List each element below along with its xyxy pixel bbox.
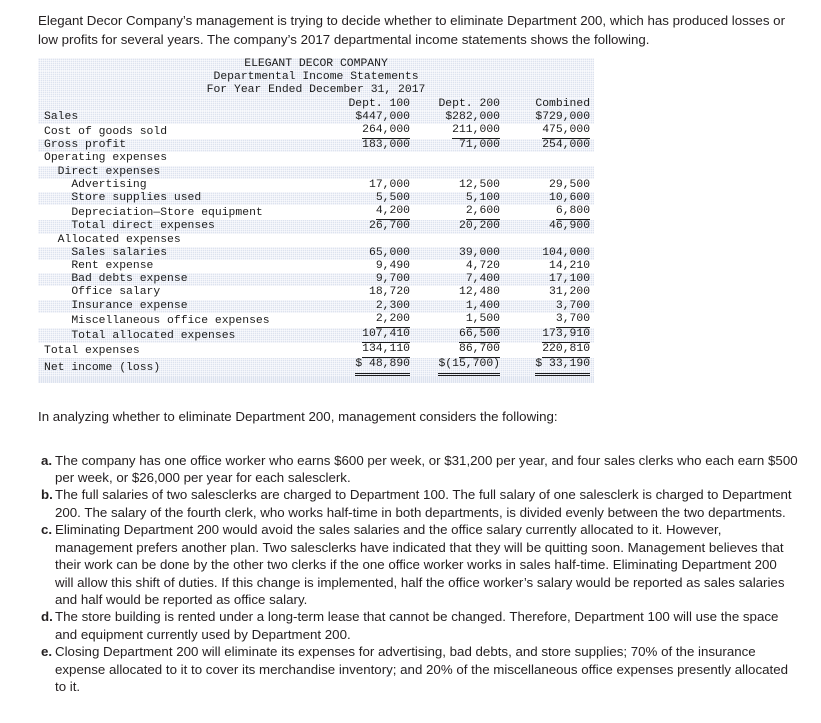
statement-cell-dept-200: 86,700	[414, 343, 504, 358]
statement-cell-dept-100: 134,110	[324, 343, 414, 358]
statement-cell-dept-100: 2,200	[324, 313, 414, 328]
statement-row	[38, 300, 594, 313]
statement-cell-combined	[504, 152, 594, 165]
column-header-combined: Combined	[504, 98, 594, 111]
statement-cell-dept-200: 1,500	[414, 313, 504, 328]
statement-cell-combined: 254,000	[504, 139, 594, 152]
consideration-text: The full salaries of two salesclerks are charged to Department 100. The full salary of one salesclerk is charged to Department 200. The salary of the fourth clerk, who works half-time in both departments, is divided evenly between the two departments.	[55, 487, 792, 520]
statement-row-label: Allocated expenses	[38, 234, 324, 247]
statement-cell-dept-200: 5,100	[414, 192, 504, 205]
departmental-income-statement-table	[38, 58, 594, 376]
statement-cell-dept-200	[414, 166, 504, 179]
statement-cell-dept-200: 1,400	[414, 300, 504, 313]
statement-row	[38, 328, 594, 343]
statement-row	[38, 220, 594, 233]
statement-row	[38, 358, 594, 375]
statement-row	[38, 139, 594, 152]
statement-cell-dept-200	[414, 234, 504, 247]
statement-cell-dept-200: 12,480	[414, 286, 504, 299]
statement-bottom-rule	[38, 376, 594, 383]
statement-cell-combined: 6,800	[504, 205, 594, 220]
statement-cell-dept-200: 211,000	[414, 124, 504, 139]
statement-cell-dept-200	[414, 152, 504, 165]
consideration-marker: c.	[41, 522, 53, 538]
statement-cell-dept-100: 107,410	[324, 328, 414, 343]
statement-cell-dept-200: $(15,700)	[414, 358, 504, 375]
column-header-dept-200: Dept. 200	[414, 98, 504, 111]
statement-company-row	[38, 58, 594, 71]
statement-row-label: Total expenses	[38, 343, 324, 358]
statement-cell-combined: 475,000	[504, 124, 594, 139]
statement-row	[38, 260, 594, 273]
statement-cell-dept-100	[324, 234, 414, 247]
statement-cell-combined: 31,200	[504, 286, 594, 299]
statement-row-label: Office salary	[38, 286, 324, 299]
statement-cell-dept-100	[324, 166, 414, 179]
statement-row	[38, 152, 594, 165]
statement-cell-dept-100: 4,200	[324, 205, 414, 220]
statement-cell-combined: $729,000	[504, 111, 594, 124]
statement-row-label: Advertising	[38, 179, 324, 192]
statement-row	[38, 205, 594, 220]
statement-row-label: Cost of goods sold	[38, 124, 324, 139]
statement-cell-combined: 17,100	[504, 273, 594, 286]
statement-row-label: Net income (loss)	[38, 358, 324, 375]
statement-cell-combined: 46,900	[504, 220, 594, 233]
statement-cell-dept-200: 20,200	[414, 220, 504, 233]
statement-row-label: Operating expenses	[38, 152, 324, 165]
consideration-text: Closing Department 200 will eliminate its expenses for advertising, bad debts, and store supplies; 70% of the insurance expense allocated to it to cover its merchandise inventory; and 20% of the miscellaneous office expenses presently allocated to it.	[55, 644, 788, 694]
statement-period: For Year Ended December 31, 2017	[38, 84, 594, 97]
statement-row-label: Total direct expenses	[38, 220, 324, 233]
statement-row	[38, 179, 594, 192]
statement-cell-dept-200: 12,500	[414, 179, 504, 192]
statement-row-label: Insurance expense	[38, 300, 324, 313]
consideration-marker: a.	[41, 452, 53, 468]
consideration-item	[38, 486, 798, 521]
statement-cell-combined: 220,810	[504, 343, 594, 358]
column-header-blank	[38, 98, 324, 111]
statement-cell-combined: 29,500	[504, 179, 594, 192]
statement-row-label: Sales salaries	[38, 247, 324, 260]
statement-row	[38, 286, 594, 299]
considerations-list	[38, 452, 798, 696]
statement-cell-dept-100: 26,700	[324, 220, 414, 233]
statement-cell-dept-100	[324, 152, 414, 165]
statement-row-label: Miscellaneous office expenses	[38, 313, 324, 328]
consideration-item	[38, 452, 798, 487]
statement-cell-dept-100: 18,720	[324, 286, 414, 299]
statement-cell-dept-100: 183,000	[324, 139, 414, 152]
statement-cell-combined: $ 33,190	[504, 358, 594, 375]
statement-cell-combined	[504, 166, 594, 179]
statement-row	[38, 343, 594, 358]
statement-line-items	[38, 111, 594, 376]
statement-cell-combined: 14,210	[504, 260, 594, 273]
statement-cell-dept-100: $ 48,890	[324, 358, 414, 375]
consideration-text: The company has one office worker who earns $600 per week, or $31,200 per year, and four sales clerks who each earn $500 per week, or $26,000 per year for each salesclerk.	[55, 452, 798, 486]
statement-cell-dept-100: 9,490	[324, 260, 414, 273]
analysis-lead-in: In analyzing whether to eliminate Department 200, management considers the following:	[38, 408, 558, 424]
statement-cell-combined: 10,600	[504, 192, 594, 205]
statement-row-label: Depreciation—Store equipment	[38, 205, 324, 220]
statement-row	[38, 234, 594, 247]
statement-cell-dept-200: $282,000	[414, 111, 504, 124]
statement-company: ELEGANT DECOR COMPANY	[38, 58, 594, 71]
statement-row	[38, 192, 594, 205]
intro-paragraph: Elegant Decor Company’s management is trying to decide whether to eliminate Department 200, which has produced losses or low profits for several years. The company’s 2017 departmental income statements shows the following.	[38, 13, 785, 47]
statement-row-label: Rent expense	[38, 260, 324, 273]
statement-row-label: Gross profit	[38, 139, 324, 152]
statement-cell-combined: 3,700	[504, 300, 594, 313]
statement-column-header-row	[38, 98, 594, 111]
statement-row	[38, 166, 594, 179]
consideration-marker: d.	[41, 609, 53, 625]
statement-title-row	[38, 71, 594, 84]
statement-cell-combined: 3,700	[504, 313, 594, 328]
consideration-marker: b.	[41, 487, 53, 503]
statement-row-label: Total allocated expenses	[38, 328, 324, 343]
statement-title: Departmental Income Statements	[38, 71, 594, 84]
statement-cell-dept-100: 9,700	[324, 273, 414, 286]
statement-body	[38, 58, 594, 111]
consideration-marker: e.	[41, 644, 53, 660]
statement-cell-dept-200: 66,500	[414, 328, 504, 343]
statement-cell-combined: 173,910	[504, 328, 594, 343]
statement-cell-dept-200: 2,600	[414, 205, 504, 220]
consideration-text: Eliminating Department 200 would avoid the sales salaries and the office salary currently allocated to it. However, management prefers another plan. Two salesclerks have indicated that they will be quitting soon. Management believes that their work can be done by the other two clerks if the one office worker works in sales half-time. Eliminating Department 200 will allow this shift of duties. If this change is implemented, half the office worker’s salary would be reported as sales salaries and half would be reported as office salary.	[55, 522, 785, 607]
statement-row	[38, 313, 594, 328]
consideration-item	[38, 608, 798, 643]
statement-row-label: Direct expenses	[38, 166, 324, 179]
statement-cell-dept-100: 17,000	[324, 179, 414, 192]
statement-row-label: Sales	[38, 111, 324, 124]
statement-cell-dept-200: 7,400	[414, 273, 504, 286]
statement-period-row	[38, 84, 594, 97]
statement-cell-dept-200: 39,000	[414, 247, 504, 260]
column-header-dept-100: Dept. 100	[324, 98, 414, 111]
statement-cell-dept-100: 5,500	[324, 192, 414, 205]
statement-cell-dept-100: 264,000	[324, 124, 414, 139]
statement-row-label: Bad debts expense	[38, 273, 324, 286]
statement-row	[38, 124, 594, 139]
statement-cell-combined	[504, 234, 594, 247]
consideration-item	[38, 643, 798, 695]
statement-cell-dept-200: 4,720	[414, 260, 504, 273]
statement-row-label: Store supplies used	[38, 192, 324, 205]
statement-row	[38, 111, 594, 124]
consideration-item	[38, 521, 798, 608]
statement-cell-dept-200: 71,000	[414, 139, 504, 152]
statement-row	[38, 273, 594, 286]
statement-cell-dept-100: 2,300	[324, 300, 414, 313]
statement-cell-dept-100: $447,000	[324, 111, 414, 124]
statement-cell-combined: 104,000	[504, 247, 594, 260]
statement-cell-dept-100: 65,000	[324, 247, 414, 260]
consideration-text: The store building is rented under a long-term lease that cannot be changed. Therefore, Department 100 will use the space and equipment currently used by Department 200.	[55, 609, 779, 642]
income-statement-block	[38, 58, 594, 376]
statement-row	[38, 247, 594, 260]
